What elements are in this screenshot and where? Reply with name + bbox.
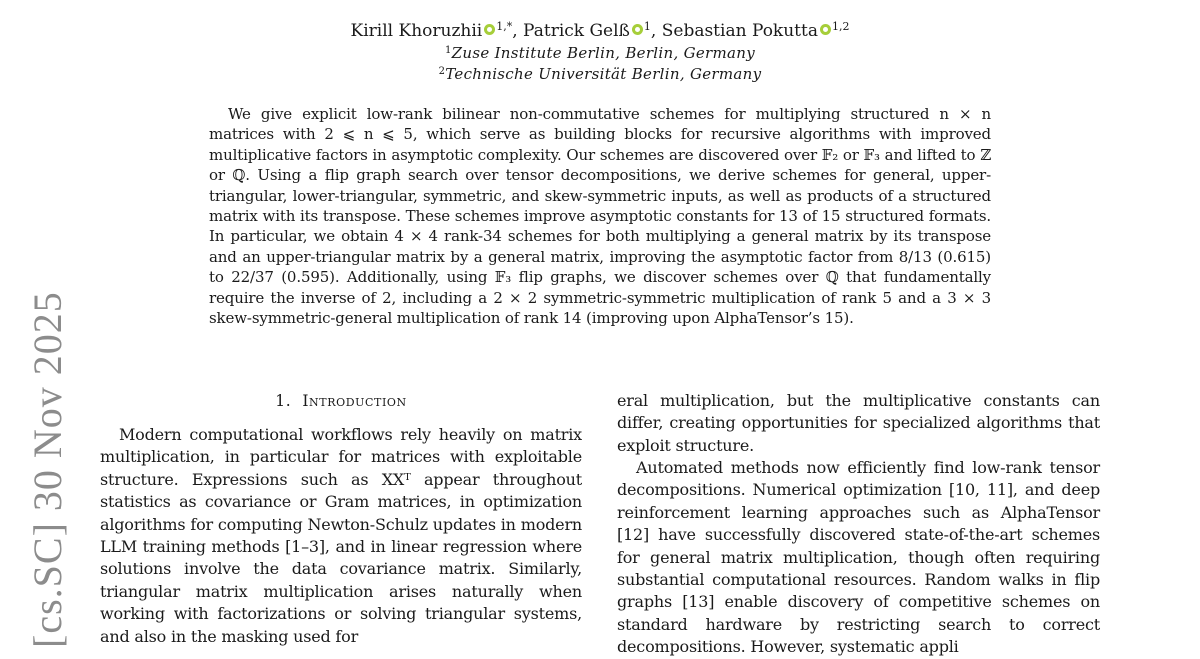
author-name: Kirill Khoruzhii [350, 21, 483, 41]
author-affil-marker: 1 [643, 20, 651, 33]
affiliation [0, 64, 1200, 84]
orcid-icon[interactable] [484, 24, 495, 35]
intro-paragraph: Modern computational workflows rely heavily on matrix multiplication, in particular for matrices with exploitable structure. Expressions such as XXᵀ appear throughout statistics as covariance or Gram matrices, in optimization algorithms for computing Newton-Schulz updates in modern LLM training methods [1–3], and in linear regression where solutions involve the data covariance matrix. Similarly, triangular matrix multiplication arises naturally when working with factorizations or solving triangular systems, and also in the masking used for [100, 425, 582, 646]
author-affil-marker: 1,2 [831, 20, 850, 33]
author-separator: , [512, 21, 524, 41]
abstract: We give explicit low-rank bilinear non-commutative schemes for multiplying structured n × n matrices with 2 ⩽ n ⩽ 5, which serve as building blocks for recursive algorithms with improved multiplicative factors in asymptotic complexity. Our schemes are discovered over 𝔽₂ or 𝔽₃ and lifted to ℤ or ℚ. Using a flip graph search over tensor decompositions, we derive schemes for general, upper-triangular, lower-triangular, symmetric, and skew-symmetric inputs, as well as products of a structured matrix with its transpose. These schemes improve asymptotic constants for 13 of 15 structured formats. In particular, we obtain 4 × 4 rank-34 schemes for both multiplying a general matrix by its transpose and an upper-triangular matrix by a general matrix, improving the asymptotic factor from 8/13 (0.615) to 22/37 (0.595). Additionally, using 𝔽₃ flip graphs, we discover schemes over ℚ that fundamentally require the inverse of 2, including a 2 × 2 symmetric-symmetric multiplication of rank 5 and a 3 × 3 skew-symmetric-general multiplication of rank 14 (improving upon AlphaTensor’s 15). [209, 105, 991, 328]
affiliation [0, 43, 1200, 63]
affiliation-number: 2 [438, 66, 446, 77]
author-name: Sebastian Pokutta [661, 21, 818, 41]
orcid-icon[interactable] [820, 24, 831, 35]
section-heading [100, 390, 582, 412]
author-affil-marker: 1,* [496, 20, 513, 33]
intro-paragraph-2: Automated methods now efficiently find low-rank tensor decompositions. Numerical optimization [10, 11], and deep reinforcement learning approaches such as AlphaTensor [12] have successfully discovered state-of-the-art schemes for general matrix multiplication, though often requiring substantial computational resources. Random walks in flip graphs [13] enable discovery of competitive schemes on standard hardware by restricting search to correct decompositions. However, systematic appli [617, 458, 1100, 657]
author-line [0, 20, 1200, 42]
affiliation-text: Technische Universität Berlin, Germany [445, 65, 762, 83]
author-name: Patrick Gelß [523, 21, 630, 41]
section-number: 1. [275, 392, 292, 410]
intro-continuation: eral multiplication, but the multiplicative constants can differ, creating opportunities for specialized algorithms that exploit structure. [617, 391, 1100, 455]
arxiv-identifier-stamp: [cs.SC] 30 Nov 2025 [25, 291, 70, 648]
affiliation-number: 1 [444, 45, 452, 56]
section-title: Introduction [302, 392, 407, 410]
affiliation-text: Zuse Institute Berlin, Berlin, Germany [451, 44, 756, 62]
author-separator: , [650, 21, 662, 41]
orcid-icon[interactable] [632, 24, 643, 35]
